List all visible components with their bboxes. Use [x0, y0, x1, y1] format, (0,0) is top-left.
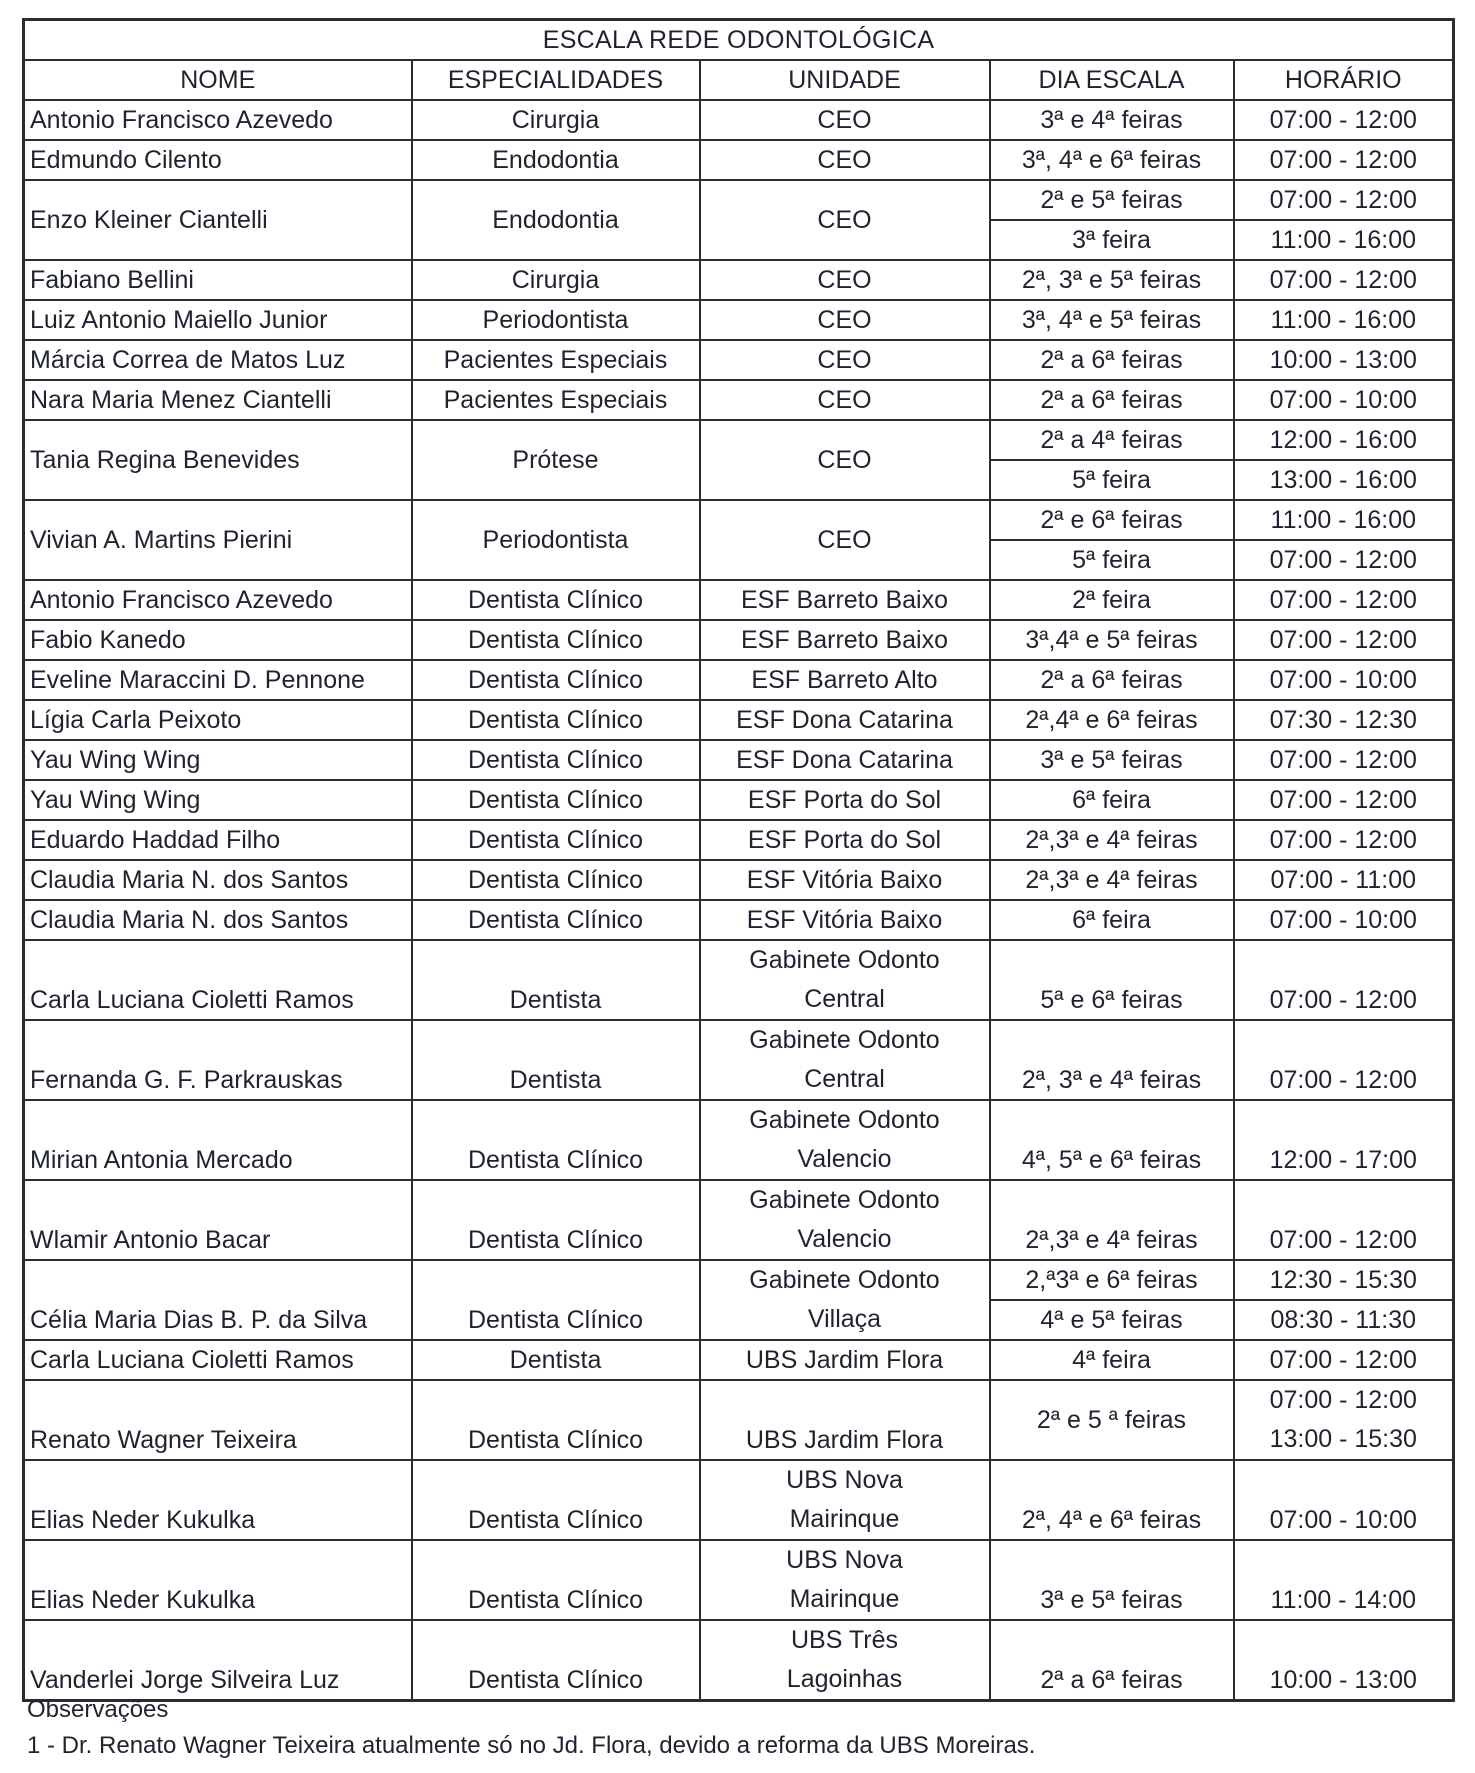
cell-unidade: ESF Vitória Baixo	[700, 900, 990, 940]
cell-especialidade: Dentista Clínico	[412, 580, 700, 620]
cell-unidade: ESF Barreto Alto	[700, 660, 990, 700]
unidade-line-2: Central	[804, 985, 885, 1013]
cell-dia-escala: 2ª,3ª e 4ª feiras	[990, 820, 1234, 860]
column-header-unidade: UNIDADE	[700, 60, 990, 100]
cell-nome: Célia Maria Dias B. P. da Silva	[24, 1260, 412, 1340]
cell-especialidade: Dentista Clínico	[412, 780, 700, 820]
notes-heading: Observações	[27, 1696, 169, 1723]
cell-horario: 07:00 - 10:00	[1234, 900, 1454, 940]
cell-horario	[1234, 1380, 1454, 1460]
cell-horario: 07:00 - 12:00	[1234, 740, 1454, 780]
cell-horario: 11:00 - 14:00	[1234, 1540, 1454, 1620]
cell-dia-escala: 3ª e 5ª feiras	[990, 740, 1234, 780]
table-row	[24, 1460, 1454, 1540]
table-row	[24, 780, 1454, 820]
cell-dia-escala: 2ª a 6ª feiras	[990, 340, 1234, 380]
table-row	[24, 660, 1454, 700]
table-row	[24, 1380, 1454, 1460]
cell-dia-escala: 2ª a 4ª feiras	[990, 420, 1234, 460]
cell-dia-escala: 3ª, 4ª e 5ª feiras	[990, 300, 1234, 340]
cell-unidade	[700, 1460, 990, 1540]
cell-especialidade: Dentista Clínico	[412, 820, 700, 860]
cell-dia-escala: 4ª feira	[990, 1340, 1234, 1380]
cell-dia-escala: 3ª, 4ª e 6ª feiras	[990, 140, 1234, 180]
cell-unidade: ESF Dona Catarina	[700, 700, 990, 740]
cell-nome: Elias Neder Kukulka	[24, 1460, 412, 1540]
cell-nome: Carla Luciana Cioletti Ramos	[24, 1340, 412, 1380]
cell-nome: Fernanda G. F. Parkrauskas	[24, 1020, 412, 1100]
cell-dia-escala: 2ª,3ª e 4ª feiras	[990, 860, 1234, 900]
cell-nome: Luiz Antonio Maiello Junior	[24, 300, 412, 340]
cell-horario: 12:00 - 16:00	[1234, 420, 1454, 460]
table-row	[24, 140, 1454, 180]
unidade-line-1: Gabinete Odonto	[749, 1186, 940, 1214]
cell-horario: 12:00 - 17:00	[1234, 1100, 1454, 1180]
cell-horario: 07:00 - 12:00	[1234, 140, 1454, 180]
cell-unidade	[700, 1100, 990, 1180]
cell-unidade: ESF Porta do Sol	[700, 820, 990, 860]
unidade-line-1: UBS Nova	[786, 1466, 903, 1494]
cell-unidade: CEO	[700, 420, 990, 500]
cell-unidade: ESF Dona Catarina	[700, 740, 990, 780]
cell-horario: 07:00 - 12:00	[1234, 780, 1454, 820]
cell-especialidade: Dentista Clínico	[412, 620, 700, 660]
cell-unidade	[700, 1260, 990, 1340]
unidade-line-2: Valencio	[797, 1145, 892, 1173]
cell-nome: Antonio Francisco Azevedo	[24, 580, 412, 620]
header-row	[24, 60, 1454, 100]
cell-especialidade: Dentista	[412, 940, 700, 1020]
table-row	[24, 300, 1454, 340]
cell-dia-escala: 6ª feira	[990, 900, 1234, 940]
cell-horario: 10:00 - 13:00	[1234, 340, 1454, 380]
cell-dia-escala: 2ª e 6ª feiras	[990, 500, 1234, 540]
cell-horario: 11:00 - 16:00	[1234, 220, 1454, 260]
cell-horario: 08:30 - 11:30	[1234, 1300, 1454, 1340]
cell-nome: Elias Neder Kukulka	[24, 1540, 412, 1620]
cell-unidade: ESF Barreto Baixo	[700, 620, 990, 660]
cell-unidade: CEO	[700, 340, 990, 380]
unidade-line-1: UBS Nova	[786, 1546, 903, 1574]
cell-especialidade: Dentista Clínico	[412, 1380, 700, 1460]
cell-nome: Eveline Maraccini D. Pennone	[24, 660, 412, 700]
table-row	[24, 1340, 1454, 1380]
schedule-table	[22, 18, 1455, 1702]
cell-nome: Carla Luciana Cioletti Ramos	[24, 940, 412, 1020]
note-item: 1 - Dr. Renato Wagner Teixeira atualmente só no Jd. Flora, devido a reforma da UBS Moreiras.	[27, 1732, 1036, 1759]
cell-especialidade: Dentista Clínico	[412, 740, 700, 780]
cell-especialidade: Dentista Clínico	[412, 900, 700, 940]
table-row	[24, 500, 1454, 540]
table-row	[24, 180, 1454, 220]
cell-unidade: ESF Vitória Baixo	[700, 860, 990, 900]
unidade-line-2: Lagoinhas	[786, 1665, 903, 1693]
cell-horario: 07:00 - 12:00	[1234, 580, 1454, 620]
cell-unidade: UBS Jardim Flora	[700, 1340, 990, 1380]
unidade-line-1: Gabinete Odonto	[749, 1266, 940, 1294]
cell-unidade	[700, 1180, 990, 1260]
cell-horario: 07:00 - 10:00	[1234, 1460, 1454, 1540]
cell-unidade: CEO	[700, 180, 990, 260]
cell-nome: Mirian Antonia Mercado	[24, 1100, 412, 1180]
cell-especialidade: Dentista Clínico	[412, 1620, 700, 1701]
column-header-nome: NOME	[24, 60, 412, 100]
cell-especialidade: Periodontista	[412, 500, 700, 580]
cell-especialidade: Endodontia	[412, 140, 700, 180]
cell-dia-escala: 2ª a 6ª feiras	[990, 380, 1234, 420]
cell-especialidade: Pacientes Especiais	[412, 340, 700, 380]
table-row	[24, 940, 1454, 1020]
cell-nome: Wlamir Antonio Bacar	[24, 1180, 412, 1260]
cell-especialidade: Dentista Clínico	[412, 1540, 700, 1620]
cell-nome: Claudia Maria N. dos Santos	[24, 860, 412, 900]
cell-horario: 07:00 - 10:00	[1234, 660, 1454, 700]
cell-horario: 07:00 - 12:00	[1234, 100, 1454, 140]
cell-horario: 07:00 - 12:00	[1234, 180, 1454, 220]
cell-nome: Claudia Maria N. dos Santos	[24, 900, 412, 940]
notes-section	[27, 1692, 1035, 1764]
cell-dia-escala: 2ª, 3ª e 5ª feiras	[990, 260, 1234, 300]
cell-unidade: CEO	[700, 100, 990, 140]
unidade-line-2: Villaça	[807, 1305, 882, 1333]
cell-dia-escala: 2,ª3ª e 6ª feiras	[990, 1260, 1234, 1300]
cell-especialidade: Dentista Clínico	[412, 860, 700, 900]
cell-nome: Edmundo Cilento	[24, 140, 412, 180]
cell-nome: Yau Wing Wing	[24, 740, 412, 780]
cell-dia-escala: 2ª,4ª e 6ª feiras	[990, 700, 1234, 740]
cell-unidade	[700, 1020, 990, 1100]
cell-especialidade: Dentista	[412, 1020, 700, 1100]
table-row	[24, 340, 1454, 380]
cell-unidade: UBS Jardim Flora	[700, 1380, 990, 1460]
cell-horario: 12:30 - 15:30	[1234, 1260, 1454, 1300]
cell-dia-escala: 4ª, 5ª e 6ª feiras	[990, 1100, 1234, 1180]
table-row	[24, 1180, 1454, 1260]
unidade-line-1: UBS Três	[791, 1626, 898, 1654]
cell-dia-escala: 3ª feira	[990, 220, 1234, 260]
cell-horario: 07:00 - 12:00	[1234, 260, 1454, 300]
cell-dia-escala: 5ª feira	[990, 460, 1234, 500]
cell-especialidade: Endodontia	[412, 180, 700, 260]
cell-unidade: ESF Barreto Baixo	[700, 580, 990, 620]
cell-especialidade: Dentista	[412, 1340, 700, 1380]
horario-line-2: 13:00 - 15:30	[1269, 1425, 1417, 1453]
cell-especialidade: Dentista Clínico	[412, 700, 700, 740]
cell-horario: 07:30 - 12:30	[1234, 700, 1454, 740]
cell-unidade: CEO	[700, 300, 990, 340]
cell-dia-escala: 2ª a 6ª feiras	[990, 1620, 1234, 1701]
cell-unidade: CEO	[700, 260, 990, 300]
cell-horario: 07:00 - 12:00	[1234, 820, 1454, 860]
cell-horario: 07:00 - 12:00	[1234, 940, 1454, 1020]
cell-unidade	[700, 940, 990, 1020]
table-row	[24, 100, 1454, 140]
table-title: ESCALA REDE ODONTOLÓGICA	[24, 20, 1454, 61]
cell-dia-escala: 2ª,3ª e 4ª feiras	[990, 1180, 1234, 1260]
cell-unidade: CEO	[700, 500, 990, 580]
cell-nome: Vivian A. Martins Pierini	[24, 500, 412, 580]
cell-dia-escala: 3ª e 4ª feiras	[990, 100, 1234, 140]
table-row	[24, 620, 1454, 660]
table-row	[24, 740, 1454, 780]
table-row	[24, 260, 1454, 300]
table-row	[24, 1540, 1454, 1620]
schedule-sheet	[22, 18, 1452, 1702]
cell-horario: 07:00 - 12:00	[1234, 1180, 1454, 1260]
cell-nome: Márcia Correa de Matos Luz	[24, 340, 412, 380]
cell-nome: Antonio Francisco Azevedo	[24, 100, 412, 140]
column-header-especialidades: ESPECIALIDADES	[412, 60, 700, 100]
cell-nome: Fabiano Bellini	[24, 260, 412, 300]
cell-nome: Tania Regina Benevides	[24, 420, 412, 500]
horario-line-1: 07:00 - 12:00	[1269, 1386, 1417, 1414]
cell-especialidade: Dentista Clínico	[412, 1260, 700, 1340]
cell-especialidade: Dentista Clínico	[412, 1180, 700, 1260]
cell-dia-escala: 5ª feira	[990, 540, 1234, 580]
table-row	[24, 1020, 1454, 1100]
cell-horario: 07:00 - 10:00	[1234, 380, 1454, 420]
unidade-line-2: Mairinque	[789, 1585, 900, 1613]
unidade-line-1: Gabinete Odonto	[749, 1106, 940, 1134]
cell-horario: 11:00 - 16:00	[1234, 500, 1454, 540]
cell-especialidade: Dentista Clínico	[412, 660, 700, 700]
cell-nome: Eduardo Haddad Filho	[24, 820, 412, 860]
cell-nome: Enzo Kleiner Ciantelli	[24, 180, 412, 260]
table-row	[24, 420, 1454, 460]
cell-horario: 10:00 - 13:00	[1234, 1620, 1454, 1701]
cell-horario: 11:00 - 16:00	[1234, 300, 1454, 340]
cell-dia-escala: 2ª a 6ª feiras	[990, 660, 1234, 700]
table-row	[24, 900, 1454, 940]
cell-horario: 07:00 - 11:00	[1234, 860, 1454, 900]
cell-horario: 07:00 - 12:00	[1234, 1020, 1454, 1100]
table-row	[24, 1620, 1454, 1701]
cell-especialidade: Dentista Clínico	[412, 1100, 700, 1180]
cell-horario: 07:00 - 12:00	[1234, 620, 1454, 660]
cell-unidade: CEO	[700, 380, 990, 420]
cell-nome: Nara Maria Menez Ciantelli	[24, 380, 412, 420]
cell-dia-escala: 6ª feira	[990, 780, 1234, 820]
cell-unidade: CEO	[700, 140, 990, 180]
cell-dia-escala: 5ª e 6ª feiras	[990, 940, 1234, 1020]
cell-dia-escala: 3ª,4ª e 5ª feiras	[990, 620, 1234, 660]
unidade-line-1: Gabinete Odonto	[749, 946, 940, 974]
cell-especialidade: Cirurgia	[412, 260, 700, 300]
cell-especialidade: Periodontista	[412, 300, 700, 340]
unidade-line-1: Gabinete Odonto	[749, 1026, 940, 1054]
unidade-line-2: Central	[804, 1065, 885, 1093]
cell-dia-escala: 2ª, 4ª e 6ª feiras	[990, 1460, 1234, 1540]
cell-unidade: ESF Porta do Sol	[700, 780, 990, 820]
table-row	[24, 700, 1454, 740]
cell-especialidade: Cirurgia	[412, 100, 700, 140]
column-header-dia-escala: DIA ESCALA	[990, 60, 1234, 100]
unidade-line-2: Valencio	[797, 1225, 892, 1253]
cell-nome: Fabio Kanedo	[24, 620, 412, 660]
table-row	[24, 820, 1454, 860]
column-header-horario: HORÁRIO	[1234, 60, 1454, 100]
table-row	[24, 1100, 1454, 1180]
table-row	[24, 860, 1454, 900]
cell-unidade	[700, 1620, 990, 1701]
table-body	[24, 100, 1454, 1701]
cell-unidade	[700, 1540, 990, 1620]
cell-dia-escala: 2ª e 5ª feiras	[990, 180, 1234, 220]
cell-especialidade: Dentista Clínico	[412, 1460, 700, 1540]
table-row	[24, 580, 1454, 620]
cell-dia-escala: 4ª e 5ª feiras	[990, 1300, 1234, 1340]
cell-dia-escala: 2ª feira	[990, 580, 1234, 620]
cell-nome: Yau Wing Wing	[24, 780, 412, 820]
unidade-line-2: Mairinque	[789, 1505, 900, 1533]
cell-nome: Vanderlei Jorge Silveira Luz	[24, 1620, 412, 1701]
cell-especialidade: Prótese	[412, 420, 700, 500]
cell-especialidade: Pacientes Especiais	[412, 380, 700, 420]
cell-dia-escala: 3ª e 5ª feiras	[990, 1540, 1234, 1620]
table-row	[24, 380, 1454, 420]
cell-nome: Lígia Carla Peixoto	[24, 700, 412, 740]
cell-horario: 13:00 - 16:00	[1234, 460, 1454, 500]
table-row	[24, 1260, 1454, 1300]
cell-horario: 07:00 - 12:00	[1234, 1340, 1454, 1380]
cell-dia-escala: 2ª, 3ª e 4ª feiras	[990, 1020, 1234, 1100]
cell-horario: 07:00 - 12:00	[1234, 540, 1454, 580]
title-row	[24, 20, 1454, 61]
cell-dia-escala: 2ª e 5 ª feiras	[990, 1380, 1234, 1460]
cell-nome: Renato Wagner Teixeira	[24, 1380, 412, 1460]
